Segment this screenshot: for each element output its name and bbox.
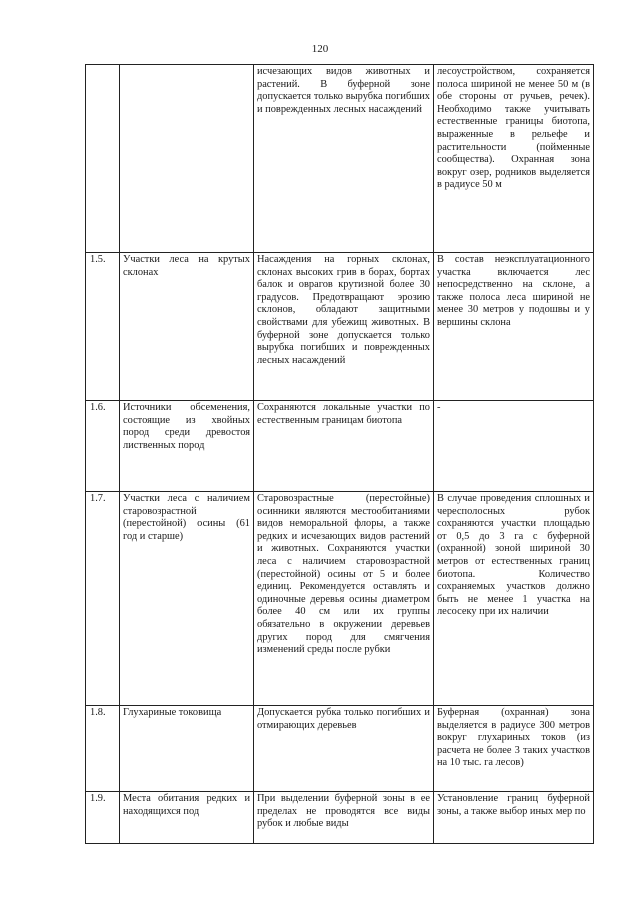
- description-cell: Старовозрастные (перестойные) осинники являются местообитаниями видов неморальной флоры, а также редких и исчезающих видов растений и животных. Сохраняются участки леса с наличием старовозрастной (перестойной) осины от 5 и более единиц. Рекомендуется оставлять и одиночные деревья осины диаметром более 40 см или их группы обязательно в окружении деревьев других пород для смягчения изменений среды после рубки: [254, 492, 434, 706]
- description-cell: При выделении буферной зоны в ее пределах не проводятся все виды рубок и любые виды: [254, 792, 434, 844]
- table-row: [86, 792, 594, 844]
- page-number: 120: [311, 43, 329, 55]
- requirements-cell: Установление границ буферной зоны, а также выбор иных мер по: [434, 792, 594, 844]
- description-cell: Сохраняются локальные участки по естественным границам биотопа: [254, 401, 434, 492]
- table-row: [86, 253, 594, 401]
- table-row: [86, 706, 594, 792]
- description-cell: Допускается рубка только погибших и отмирающих деревьев: [254, 706, 434, 792]
- object-cell: Места обитания редких и находящихся под: [120, 792, 254, 844]
- requirements-cell: -: [434, 401, 594, 492]
- requirements-cell: В случае проведения сплошных и чересполосных рубок сохраняются участки площадью от 0,5 до 3 га с буферной (охранной) зоной шириной 30 метров от естественных границ биотопа. Количество сохраняемых участков должно быть не менее 1 участка на лесосеку при их наличии: [434, 492, 594, 706]
- row-number: 1.7.: [86, 492, 120, 706]
- requirements-cell: В состав неэксплуатационного участка включается лес непосредственно на склоне, а также полоса леса шириной не менее 30 метров у подошвы и у вершины склона: [434, 253, 594, 401]
- row-number: 1.6.: [86, 401, 120, 492]
- requirements-cell: Буферная (охранная) зона выделяется в радиусе 300 метров вокруг глухариных токов (из расчета не более 3 таких участков на 10 тыс. га лесов): [434, 706, 594, 792]
- row-number: 1.5.: [86, 253, 120, 401]
- row-number: 1.8.: [86, 706, 120, 792]
- description-cell: Насаждения на горных склонах, склонах высоких грив в борах, бортах балок и оврагов крутизной более 30 градусов. Предотвращают эрозию склонов, обладают защитными свойствами для убежищ животных. В буферной зоне допускается только вырубка погибших и поврежденных лесных насаждений: [254, 253, 434, 401]
- object-cell: Участки леса на крутых склонах: [120, 253, 254, 401]
- object-cell: Источники обсеменения, состоящие из хвойных пород среди древостоя лиственных пород: [120, 401, 254, 492]
- object-cell: [120, 65, 254, 253]
- table-row: [86, 65, 594, 253]
- requirements-cell: лесоустройством, сохраняется полоса шириной не менее 50 м (в обе стороны от ручьев, речек). Необходимо также учитывать естественные границы биотопа, выраженные в рельефе и растительности (пойменные сообщества). Охранная зона вокруг озер, родников выделяется в радиусе 50 м: [434, 65, 594, 253]
- description-cell: исчезающих видов животных и растений. В буферной зоне допускается только вырубка погибших и поврежденных лесных насаждений: [254, 65, 434, 253]
- table-row: [86, 401, 594, 492]
- row-number: [86, 65, 120, 253]
- table-row: [86, 492, 594, 706]
- row-number: 1.9.: [86, 792, 120, 844]
- object-cell: Глухариные токовища: [120, 706, 254, 792]
- regulation-table: [85, 64, 594, 844]
- object-cell: Участки леса с наличием старовозрастной (перестойной) осины (61 год и старше): [120, 492, 254, 706]
